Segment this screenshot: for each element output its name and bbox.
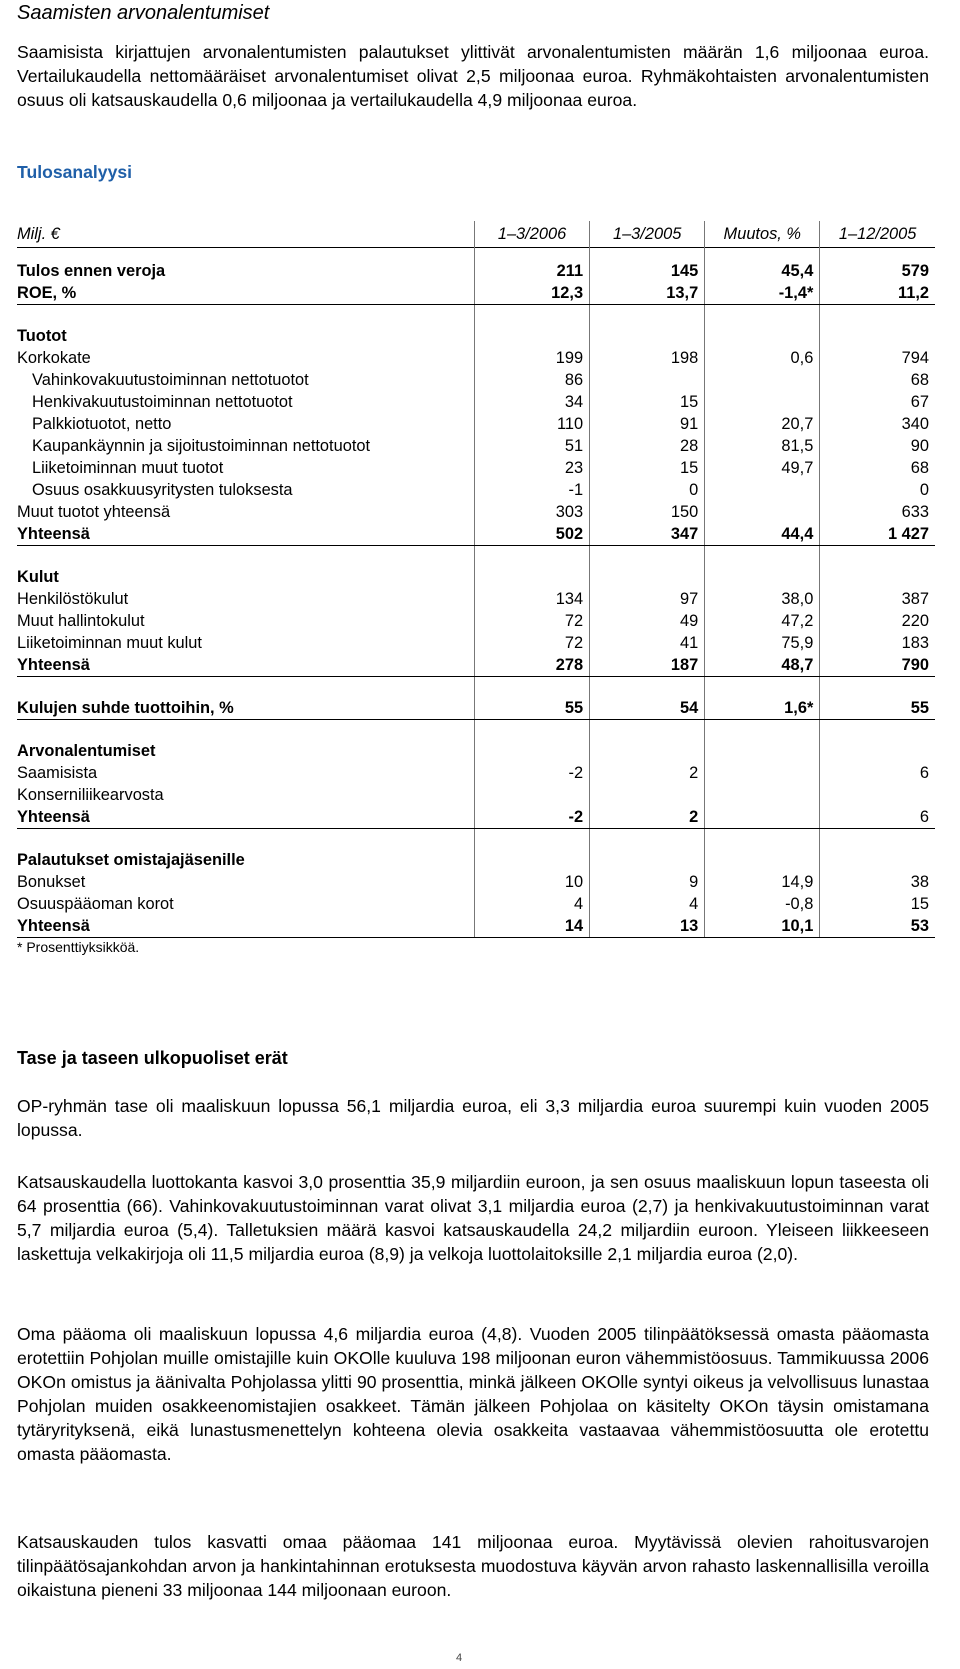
row-label: Osuus osakkuusyritysten tuloksesta <box>17 479 474 501</box>
table-row <box>17 632 935 654</box>
total-row <box>17 654 935 677</box>
cell: 48,7 <box>705 654 820 677</box>
table-header-row <box>17 221 935 248</box>
row-label: Saamisista <box>17 762 474 784</box>
cell <box>590 369 705 391</box>
cell: 41 <box>590 632 705 654</box>
total-row <box>17 806 935 829</box>
table-row <box>17 391 935 413</box>
cell <box>474 784 589 806</box>
cell: 11,2 <box>820 282 935 305</box>
footnote-row <box>17 938 935 957</box>
cell: 47,2 <box>705 610 820 632</box>
row-label: Osuuspääoman korot <box>17 893 474 915</box>
header-cell: Milj. € <box>17 221 474 248</box>
cell: 2 <box>590 762 705 784</box>
cell: 13 <box>590 915 705 938</box>
cell: 0,6 <box>705 347 820 369</box>
cell: 2 <box>590 806 705 829</box>
cell: 303 <box>474 501 589 523</box>
cell: 6 <box>820 762 935 784</box>
cell <box>705 391 820 413</box>
cell: 72 <box>474 632 589 654</box>
cell: 211 <box>474 260 589 282</box>
header-cell: 1–3/2006 <box>474 221 589 248</box>
table-row <box>17 260 935 282</box>
cell: 97 <box>590 588 705 610</box>
cell: 347 <box>590 523 705 546</box>
cell: -0,8 <box>705 893 820 915</box>
cell: 9 <box>590 871 705 893</box>
row-label: Henkilöstökulut <box>17 588 474 610</box>
cell: 20,7 <box>705 413 820 435</box>
header-cell: Muutos, % <box>705 221 820 248</box>
total-row <box>17 915 935 938</box>
table-row <box>17 871 935 893</box>
group-title-row <box>17 566 935 588</box>
cell: 0 <box>820 479 935 501</box>
cell: -2 <box>474 806 589 829</box>
row-label: Kulujen suhde tuottoihin, % <box>17 697 474 720</box>
cell: 49 <box>590 610 705 632</box>
table-row <box>17 893 935 915</box>
cell: 34 <box>474 391 589 413</box>
cell: 4 <box>590 893 705 915</box>
cell: 134 <box>474 588 589 610</box>
row-label: Kaupankäynnin ja sijoitustoiminnan nettotuotot <box>17 435 474 457</box>
table-footnote: * Prosenttiyksikköä. <box>17 939 140 955</box>
cell: 51 <box>474 435 589 457</box>
table-row <box>17 501 935 523</box>
cell: 10,1 <box>705 915 820 938</box>
cell: 220 <box>820 610 935 632</box>
cell: 75,9 <box>705 632 820 654</box>
cell <box>705 784 820 806</box>
page-number: 4 <box>456 1652 463 1664</box>
intro-paragraph: Saamisista kirjattujen arvonalentumisten palautukset ylittivät arvonalentumisten määrän 1,6 miljoonaa euroa. Vertailukaudella nettomääräiset arvonalentumiset olivat 2,5 miljoonaa euroa. Ryhmäkohtaisten arvonalentumisten osuus oli katsauskaudella 0,6 miljoonaa ja vertailukaudella 4,9 miljoonaa euroa. <box>17 42 929 110</box>
cell: 10 <box>474 871 589 893</box>
cell: 6 <box>820 806 935 829</box>
row-label: Yhteensä <box>17 654 474 677</box>
cell: 633 <box>820 501 935 523</box>
cell: 38 <box>820 871 935 893</box>
cell: 14 <box>474 915 589 938</box>
row-label: Yhteensä <box>17 523 474 546</box>
cell: 86 <box>474 369 589 391</box>
table-row <box>17 413 935 435</box>
cell: 579 <box>820 260 935 282</box>
cell: 55 <box>820 697 935 720</box>
table-row <box>17 369 935 391</box>
cell: 38,0 <box>705 588 820 610</box>
cell: 68 <box>820 457 935 479</box>
cell <box>820 784 935 806</box>
cell <box>705 369 820 391</box>
table-row <box>17 479 935 501</box>
cell: 28 <box>590 435 705 457</box>
cell: 67 <box>820 391 935 413</box>
row-label: Liiketoiminnan muut tuotot <box>17 457 474 479</box>
row-label: Konserniliikearvosta <box>17 784 474 806</box>
tase-heading: Tase ja taseen ulkopuoliset erät <box>17 1048 288 1068</box>
cell: 15 <box>590 457 705 479</box>
table-row <box>17 762 935 784</box>
cell: 150 <box>590 501 705 523</box>
cell: 198 <box>590 347 705 369</box>
cell: 199 <box>474 347 589 369</box>
cell: 12,3 <box>474 282 589 305</box>
paragraph: OP-ryhmän tase oli maaliskuun lopussa 56,1 miljardia euroa, eli 3,3 miljardia euroa suurempi kuin vuoden 2005 lopussa. <box>17 1096 929 1140</box>
cell: 1 427 <box>820 523 935 546</box>
group-title: Palautukset omistajajäsenille <box>17 849 474 871</box>
cell: 4 <box>474 893 589 915</box>
cell: -1 <box>474 479 589 501</box>
table-row <box>17 435 935 457</box>
table-row <box>17 784 935 806</box>
cell: 15 <box>820 893 935 915</box>
cell: 790 <box>820 654 935 677</box>
cell: 340 <box>820 413 935 435</box>
group-title: Tuotot <box>17 325 474 347</box>
cell: 68 <box>820 369 935 391</box>
cell: 81,5 <box>705 435 820 457</box>
group-title: Kulut <box>17 566 474 588</box>
row-label: Vahinkovakuutustoiminnan nettotuotot <box>17 369 474 391</box>
paragraph: Katsauskaudella luottokanta kasvoi 3,0 prosenttia 35,9 miljardiin euroon, ja sen osuus maaliskuun lopun taseesta oli 64 prosenttia (66). Vahinkovakuutustoiminnan varat olivat 3,1 miljardia euroa (2,7) ja henkivakuutustoiminnan varat 5,7 miljardia euroa (5,4). Talletuksien määrä kasvoi katsauskaudella 24,2 miljardiin euroon. Yleiseen liikkeeseen laskettuja velkakirjoja oli 11,5 miljardia euroa (8,9) ja velkoja luottolaitoksille 2,1 miljardia euroa (2,0). <box>17 1172 929 1264</box>
section-title: Saamisten arvonalentumiset <box>17 2 270 24</box>
paragraph: Oma pääoma oli maaliskuun lopussa 4,6 miljardia euroa (4,8). Vuoden 2005 tilinpäätöksessä omasta pääomasta erotettiin Pohjolan muille omistajille kuin OKOlle kuuluva 198 miljoonan euron vähemmistöosuus. Tammikuussa 2006 OKOn omistus ja äänivalta Pohjolassa ylitti 90 prosenttia, minkä jälkeen OKOlle syntyi oikeus ja velvollisuus lunastaa Pohjolan muiden osakkeenomistajien osakkeet. Tämän jälkeen Pohjolaa on käsitelty OKOn täysin omistamana tytäryrityksenä, eikä lunastusmenettelyn kohteena olevia osakkeita vastaavaa vähemmistöosuutta ole erotettu omasta pääomasta. <box>17 1324 929 1464</box>
table-row <box>17 457 935 479</box>
group-title-row <box>17 740 935 762</box>
cell: 15 <box>590 391 705 413</box>
cell: 387 <box>820 588 935 610</box>
row-label: Liiketoiminnan muut kulut <box>17 632 474 654</box>
cell: 0 <box>590 479 705 501</box>
cell: 23 <box>474 457 589 479</box>
cell: 54 <box>590 697 705 720</box>
header-cell: 1–3/2005 <box>590 221 705 248</box>
cell <box>705 479 820 501</box>
cell <box>705 501 820 523</box>
row-label: ROE, % <box>17 282 474 305</box>
cell: 91 <box>590 413 705 435</box>
group-title-row <box>17 325 935 347</box>
results-table <box>17 221 935 956</box>
group-title-row <box>17 849 935 871</box>
row-label: Tulos ennen veroja <box>17 260 474 282</box>
header-cell: 1–12/2005 <box>820 221 935 248</box>
cell: 278 <box>474 654 589 677</box>
cell <box>705 762 820 784</box>
cell <box>590 784 705 806</box>
table-row <box>17 282 935 305</box>
row-label: Bonukset <box>17 871 474 893</box>
row-label: Muut tuotot yhteensä <box>17 501 474 523</box>
cell: 49,7 <box>705 457 820 479</box>
cell: 14,9 <box>705 871 820 893</box>
row-label: Palkkiotuotot, netto <box>17 413 474 435</box>
table-row <box>17 697 935 720</box>
row-label: Yhteensä <box>17 915 474 938</box>
cell: 183 <box>820 632 935 654</box>
group-title: Arvonalentumiset <box>17 740 474 762</box>
cell: 44,4 <box>705 523 820 546</box>
table-row <box>17 588 935 610</box>
cell: 55 <box>474 697 589 720</box>
cell: 502 <box>474 523 589 546</box>
cell: 45,4 <box>705 260 820 282</box>
table-heading: Tulosanalyysi <box>17 162 133 182</box>
cell: 90 <box>820 435 935 457</box>
cell: 53 <box>820 915 935 938</box>
table-row <box>17 610 935 632</box>
cell: 145 <box>590 260 705 282</box>
table-row <box>17 347 935 369</box>
cell <box>705 806 820 829</box>
row-label: Korkokate <box>17 347 474 369</box>
total-row <box>17 523 935 546</box>
paragraph: Katsauskauden tulos kasvatti omaa pääomaa 141 miljoonaa euroa. Myytävissä olevien rahoitusvarojen tilinpäätösajankohdan arvon ja hankintahinnan erotuksesta muodostuva käyvän arvon rahasto laskennallisilla veroilla oikaistuna pieneni 33 miljoonaa 144 miljoonaan euroon. <box>17 1532 929 1600</box>
cell: 187 <box>590 654 705 677</box>
row-label: Yhteensä <box>17 806 474 829</box>
cell: 72 <box>474 610 589 632</box>
cell: -2 <box>474 762 589 784</box>
cell: 794 <box>820 347 935 369</box>
row-label: Henkivakuutustoiminnan nettotuotot <box>17 391 474 413</box>
row-label: Muut hallintokulut <box>17 610 474 632</box>
cell: 13,7 <box>590 282 705 305</box>
cell: -1,4* <box>705 282 820 305</box>
cell: 1,6* <box>705 697 820 720</box>
cell: 110 <box>474 413 589 435</box>
